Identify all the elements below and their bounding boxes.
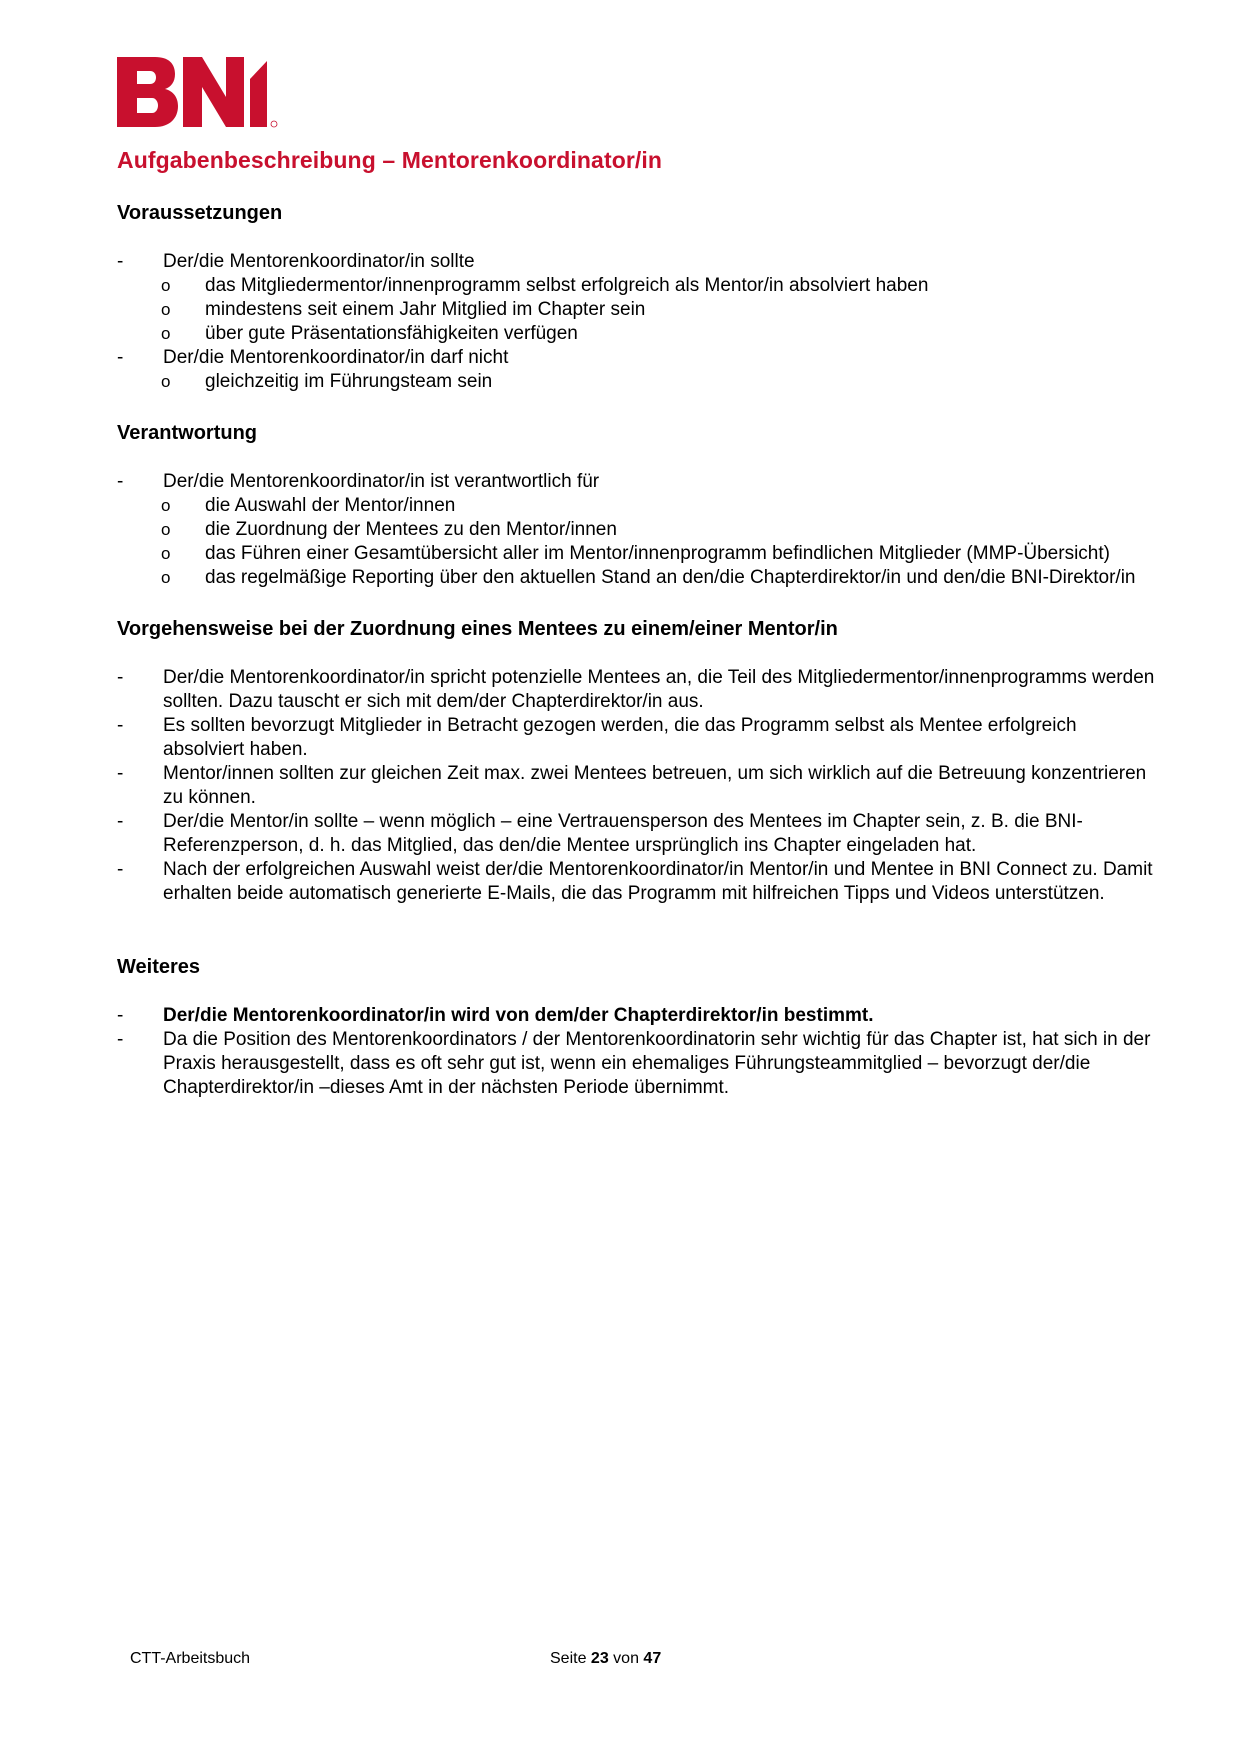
list-item <box>117 714 1157 762</box>
list-item <box>117 762 1157 810</box>
circle-bullet: o <box>161 300 171 319</box>
dash-bullet: - <box>117 1005 124 1026</box>
page-current: 23 <box>590 1650 609 1667</box>
requirements-list <box>117 250 1157 274</box>
list-item <box>117 666 1157 714</box>
dash-bullet: - <box>117 1029 124 1050</box>
sub-list-item <box>117 518 1157 542</box>
further-list <box>117 1004 1157 1100</box>
circle-bullet: o <box>161 568 171 587</box>
list-item-text: Der/die Mentorenkoordinator/in sollte <box>163 251 475 272</box>
logo-letter-i <box>250 61 267 127</box>
section-heading: Verantwortung <box>117 422 258 444</box>
list-item-text: Da die Position des Mentorenkoordinators / der Mentorenkoordinatorin sehr wichtig für das Chapter ist, hat sich in der Praxis herausgestellt, dass es oft sehr gut ist, wenn ein ehemaliges Führungsteammitglied – bevorzugt der/die Chapterdirektor/in –dieses Amt in der nächsten Periode übernimmt. <box>163 1029 1151 1098</box>
registered-mark-icon <box>271 121 277 127</box>
circle-bullet: o <box>161 496 171 515</box>
section-heading: Weiteres <box>117 956 201 978</box>
sub-list-item-text: das Führen einer Gesamtübersicht aller im Mentor/innenprogramm befindlichen Mitglieder (MMP-Übersicht) <box>205 543 1110 564</box>
list-item-text: Mentor/innen sollten zur gleichen Zeit max. zwei Mentees betreuen, um sich wirklich auf die Betreuung konzentrieren zu können. <box>163 763 1147 808</box>
sub-list-item-text: das Mitgliedermentor/innenprogramm selbst erfolgreich als Mentor/in absolviert haben <box>205 275 929 296</box>
bni-logo-graphic <box>117 57 293 129</box>
logo-letter-b <box>117 57 178 127</box>
section-verantwortung <box>117 420 1157 590</box>
circle-bullet: o <box>161 372 171 391</box>
list-item-text: Der/die Mentor/in sollte – wenn möglich – eine Vertrauensperson des Mentees im Chapter sein, z. B. die BNI-Referenzperson, d. h. das Mitglied, das den/die Mentee ursprünglich ins Chapter eingeladen hat. <box>163 811 1083 856</box>
sub-list-item <box>117 298 1157 322</box>
sub-list-item <box>117 542 1157 566</box>
sub-list-item <box>117 322 1157 346</box>
list-item <box>117 810 1157 858</box>
sub-list-item <box>117 566 1157 590</box>
dash-bullet: - <box>117 715 124 736</box>
list-item-text: Es sollten bevorzugt Mitglieder in Betracht gezogen werden, die das Programm selbst als Mentee erfolgreich absolviert haben. <box>163 715 1077 760</box>
sub-list-item <box>117 370 1157 394</box>
circle-bullet: o <box>161 324 171 343</box>
list-item <box>117 470 1157 494</box>
requirements-list <box>117 346 1157 370</box>
dash-bullet: - <box>117 811 124 832</box>
sub-list <box>117 494 1157 590</box>
list-item-text: Der/die Mentorenkoordinator/in ist verantwortlich für <box>163 471 600 492</box>
page-separator: von <box>613 1650 639 1667</box>
sub-list <box>117 370 1157 394</box>
list-item-text-bold: Der/die Mentorenkoordinator/in wird von dem/der Chapterdirektor/in bestimmt. <box>163 1005 874 1026</box>
dash-bullet: - <box>117 471 124 492</box>
sub-list-item-text: über gute Präsentationsfähigkeiten verfügen <box>205 323 578 344</box>
list-item-text: Der/die Mentorenkoordinator/in darf nicht <box>163 347 509 368</box>
section-vorgehensweise <box>117 616 1157 906</box>
section-voraussetzungen <box>117 200 1157 394</box>
circle-bullet: o <box>161 276 171 295</box>
sub-list-item-text: die Auswahl der Mentor/innen <box>205 495 456 516</box>
list-item-text: Der/die Mentorenkoordinator/in spricht potenzielle Mentees an, die Teil des Mitgliedermentor/innenprogramms werden sollten. Dazu tauscht er sich mit dem/der Chapterdirektor/in aus. <box>163 667 1155 712</box>
section-weiteres <box>117 954 1157 1100</box>
circle-bullet: o <box>161 520 171 539</box>
circle-bullet: o <box>161 544 171 563</box>
responsibility-list <box>117 470 1157 494</box>
list-item <box>117 1028 1157 1100</box>
sub-list-item <box>117 494 1157 518</box>
page-total: 47 <box>643 1650 662 1667</box>
page-prefix: Seite <box>550 1650 587 1667</box>
sub-list <box>117 274 1157 346</box>
dash-bullet: - <box>117 859 124 880</box>
list-item <box>117 346 1157 370</box>
dash-bullet: - <box>117 667 124 688</box>
page-title: Aufgabenbeschreibung – Mentorenkoordinator/in <box>117 147 663 173</box>
list-item <box>117 1004 1157 1028</box>
list-item <box>117 858 1157 906</box>
sub-list-item-text: die Zuordnung der Mentees zu den Mentor/innen <box>205 519 617 540</box>
footer-page-number <box>550 1650 661 1668</box>
sub-list-item-text: gleichzeitig im Führungsteam sein <box>205 371 493 392</box>
dash-bullet: - <box>117 763 124 784</box>
dash-bullet: - <box>117 251 124 272</box>
sub-list-item-text: mindestens seit einem Jahr Mitglied im Chapter sein <box>205 299 646 320</box>
logo-letter-n <box>183 57 244 127</box>
sub-list-item <box>117 274 1157 298</box>
list-item <box>117 250 1157 274</box>
section-heading: Vorgehensweise bei der Zuordnung eines Mentees zu einem/einer Mentor/in <box>117 618 838 640</box>
procedure-list <box>117 666 1157 906</box>
list-item-text: Nach der erfolgreichen Auswahl weist der/die Mentorenkoordinator/in Mentor/in und Mentee in BNI Connect zu. Damit erhalten beide automatisch generierte E-Mails, die das Programm mit hilfreichen Tipps und Videos unterstützen. <box>163 859 1153 904</box>
section-heading: Voraussetzungen <box>117 202 283 224</box>
footer-document-name: CTT-Arbeitsbuch <box>130 1650 251 1667</box>
sub-list-item-text: das regelmäßige Reporting über den aktuellen Stand an den/die Chapterdirektor/in und den/die BNI-Direktor/in <box>205 567 1136 588</box>
document-body <box>117 200 1157 1126</box>
bni-logo <box>117 57 293 129</box>
dash-bullet: - <box>117 347 124 368</box>
